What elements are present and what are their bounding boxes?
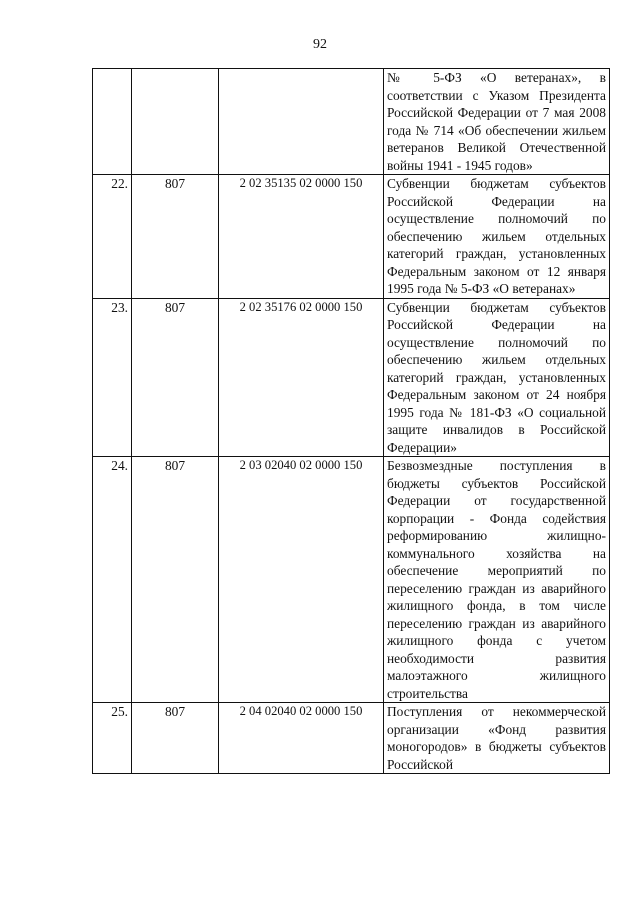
revenue-description: Поступления от некоммерческой организации «Фонд развития моногородов» в бюджеты субъектов Российской — [384, 703, 610, 774]
row-number — [93, 69, 132, 175]
row-number: 24. — [93, 457, 132, 703]
table-row — [93, 457, 610, 703]
administrator-code: 807 — [132, 703, 219, 774]
budget-classification-code: 2 02 35135 02 0000 150 — [219, 175, 384, 299]
table-row — [93, 175, 610, 299]
row-number: 23. — [93, 298, 132, 457]
page-number: 92 — [313, 37, 327, 52]
budget-classification-code: 2 02 35176 02 0000 150 — [219, 298, 384, 457]
row-number: 25. — [93, 703, 132, 774]
administrator-code: 807 — [132, 298, 219, 457]
administrator-code: 807 — [132, 457, 219, 703]
table-row — [93, 69, 610, 175]
revenue-codes-table — [92, 68, 610, 774]
table-row — [93, 298, 610, 457]
table-row — [93, 703, 610, 774]
revenue-description: Субвенции бюджетам субъектов Российской Федерации на осуществление полномочий по обеспечению жильем отдельных категорий граждан, установленных Федеральным законом от 24 ноября 1995 года № 181-ФЗ «О социальной защите инвалидов в Российской Федерации» — [384, 298, 610, 457]
budget-classification-code: 2 04 02040 02 0000 150 — [219, 703, 384, 774]
row-number: 22. — [93, 175, 132, 299]
revenue-description: Безвозмездные поступления в бюджеты субъектов Российской Федерации от государственной корпорации - Фонда содействия реформированию жилищно-коммунального хозяйства на обеспечение мероприятий по переселению граждан из аварийного жилищного фонда, в том числе переселению граждан из аварийного жилищного фонда с учетом необходимости развития малоэтажного жилищного строительства — [384, 457, 610, 703]
revenue-description: № 5-ФЗ «О ветеранах», в соответствии с Указом Президента Российской Федерации от 7 мая 2008 года № 714 «Об обеспечении жильем ветеранов Великой Отечественной войны 1941 - 1945 годов» — [384, 69, 610, 175]
budget-classification-code — [219, 69, 384, 175]
revenue-description: Субвенции бюджетам субъектов Российской Федерации на осуществление полномочий по обеспечению жильем отдельных категорий граждан, установленных Федеральным законом от 12 января 1995 года № 5-ФЗ «О ветеранах» — [384, 175, 610, 299]
budget-classification-code: 2 03 02040 02 0000 150 — [219, 457, 384, 703]
administrator-code — [132, 69, 219, 175]
administrator-code: 807 — [132, 175, 219, 299]
